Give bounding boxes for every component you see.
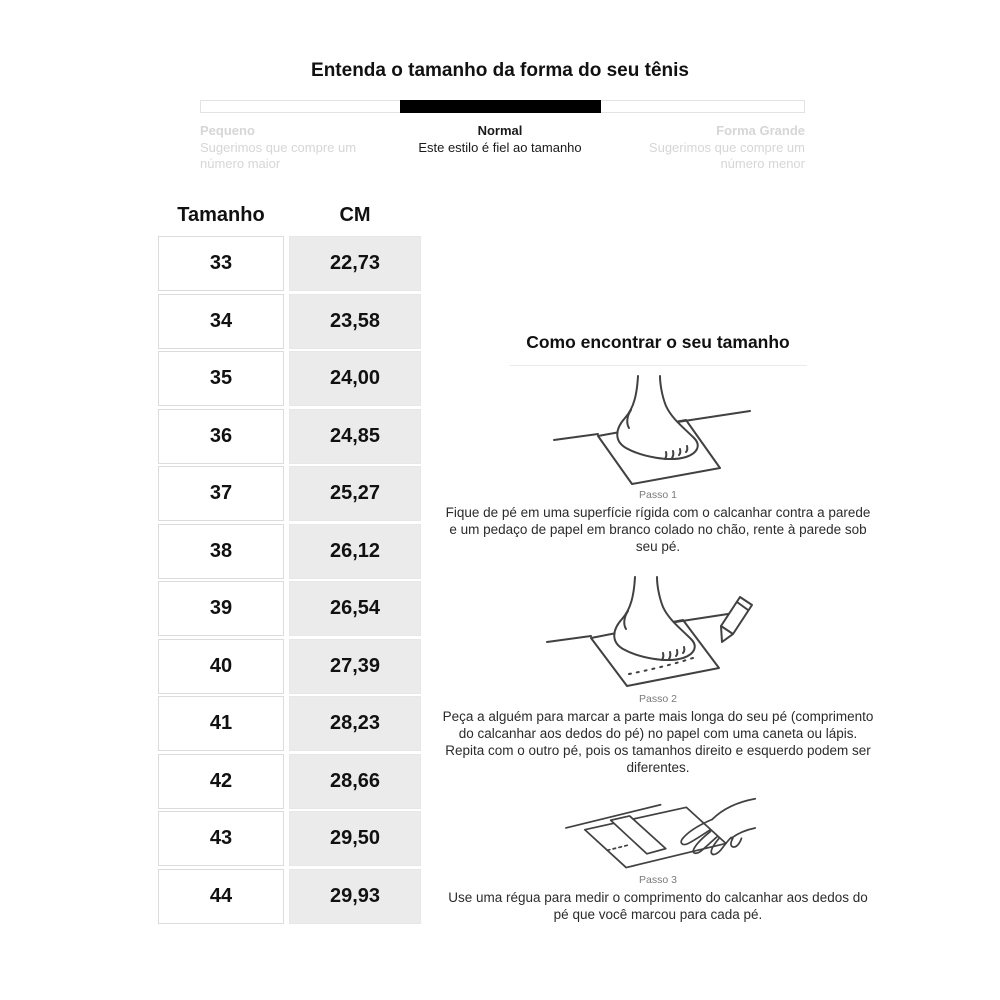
size-cell: 42 <box>158 754 284 809</box>
size-cell: 43 <box>158 811 284 866</box>
cm-cell: 28,66 <box>289 754 421 809</box>
size-table <box>158 204 421 926</box>
cm-cell: 23,58 <box>289 294 421 349</box>
fit-option-label: Pequeno <box>200 123 255 138</box>
fit-option-forma-grande <box>630 123 805 173</box>
cm-cell: 22,73 <box>289 236 421 291</box>
column-header-tamanho: Tamanho <box>177 204 265 226</box>
cm-cell: 27,39 <box>289 639 421 694</box>
cm-cell: 28,23 <box>289 696 421 751</box>
fit-indicator-active-segment <box>400 100 601 113</box>
table-row <box>158 524 421 579</box>
size-cell: 35 <box>158 351 284 406</box>
cm-cell: 29,50 <box>289 811 421 866</box>
table-row <box>158 869 421 924</box>
size-table-header <box>158 204 421 227</box>
how-to-title: Como encontrar o seu tamanho <box>526 332 790 352</box>
fit-option-label: Normal <box>477 123 523 138</box>
step-block-1 <box>440 374 876 555</box>
table-row <box>158 351 421 406</box>
cm-cell: 29,93 <box>289 869 421 924</box>
foot-marking-pencil-illustration <box>543 568 773 690</box>
size-cell: 39 <box>158 581 284 636</box>
table-row <box>158 754 421 809</box>
step-text: Peça a alguém para marcar a parte mais longa do seu pé (comprimento do calcanhar aos dedos do pé) no papel com uma caneta ou lápis. Repita com o outro pé, pois os tamanhos direito e esquerdo podem ser diferentes. <box>442 709 874 775</box>
cm-cell: 25,27 <box>289 466 421 521</box>
table-row <box>158 294 421 349</box>
size-cell: 34 <box>158 294 284 349</box>
foot-on-paper-illustration <box>548 374 768 486</box>
how-to-section <box>440 332 876 923</box>
step-block-3 <box>440 797 876 923</box>
fit-option-normal <box>385 123 615 156</box>
fit-option-description: Sugerimos que compre um número menor <box>648 139 805 171</box>
step-label: Passo 2 <box>639 693 677 705</box>
size-cell: 33 <box>158 236 284 291</box>
step-label: Passo 1 <box>639 489 677 501</box>
size-cell: 44 <box>158 869 284 924</box>
step-label: Passo 3 <box>639 874 677 886</box>
fit-indicator-bar <box>200 100 805 113</box>
cm-cell: 24,85 <box>289 409 421 464</box>
fit-option-label: Forma Grande <box>716 123 805 138</box>
cm-cell: 26,54 <box>289 581 421 636</box>
step-text: Use uma régua para medir o comprimento do calcanhar aos dedos do pé que você marcou para cada pé. <box>448 890 868 922</box>
step-block-2 <box>440 568 876 776</box>
size-cell: 37 <box>158 466 284 521</box>
size-table-rows <box>158 236 421 924</box>
table-row <box>158 811 421 866</box>
table-row <box>158 236 421 291</box>
cm-cell: 26,12 <box>289 524 421 579</box>
step-text: Fique de pé em uma superfície rígida com o calcanhar contra a parede e um pedaço de papel em branco colado no chão, rente à parede sob seu pé. <box>445 505 871 554</box>
table-row <box>158 639 421 694</box>
table-row <box>158 409 421 464</box>
table-row <box>158 466 421 521</box>
hand-ruler-illustration <box>543 797 773 871</box>
table-row <box>158 581 421 636</box>
fit-option-description: Sugerimos que compre um número maior <box>200 139 357 171</box>
fit-option-description: Este estilo é fiel ao tamanho <box>418 139 582 155</box>
size-cell: 36 <box>158 409 284 464</box>
fit-option-pequeno <box>200 123 375 173</box>
size-cell: 38 <box>158 524 284 579</box>
divider <box>509 365 807 366</box>
table-row <box>158 696 421 751</box>
size-cell: 41 <box>158 696 284 751</box>
page-title: Entenda o tamanho da forma do seu tênis <box>311 60 689 81</box>
cm-cell: 24,00 <box>289 351 421 406</box>
column-header-cm: CM <box>339 204 371 226</box>
size-cell: 40 <box>158 639 284 694</box>
